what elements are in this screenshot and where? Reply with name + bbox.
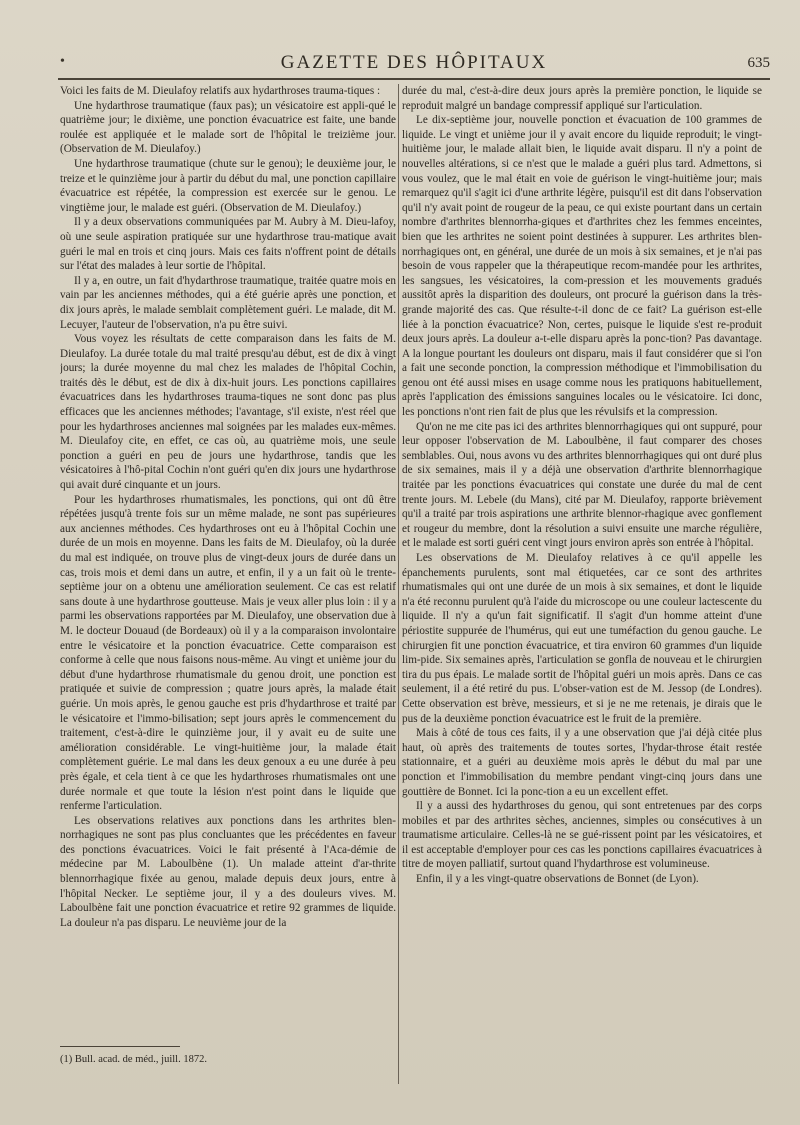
paragraph: Les observations de M. Dieulafoy relatives à ce qu'il appelle les épanchements purulents, sont mal étiquetées, car ce sont des arthrites rhumatismales qui ont une durée de un mois à six semaines, et dont le liquide n'a été reconnu purulent qu'à l'aide du microscope ou une couleur lactescente du liquide. Il n'y a qu'un fait significatif. Il s'agit d'un homme atteint d'une périostite suppurée de l'humérus, qui eut une tuméfaction du genou gauche. Le chirurgien fit une ponction évacuatrice, et tira environ 60 grammes d'un liquide lim-pide. Six semaines après, l'articulation se gonfla de nouveau et le chirurgien tira du pus épais. Le malade sortit de l'hôpital guéri un mois après. Dans ce cas seulement, il a été retiré du pus. L'obser-vation est de M. Jessop (de Londres). Cette observation est brève, messieurs, et si je ne me retenais, je dirais que le pus de la deuxième ponction évacuatrice est le fruit de la première. [402, 552, 762, 725]
right-column [402, 84, 762, 1084]
paragraph: Voici les faits de M. Dieulafoy relatifs aux hydarthroses trauma-tiques : [60, 85, 381, 97]
paragraph: Enfin, il y a les vingt-quatre observations de Bonnet (de Lyon). [416, 873, 699, 886]
paragraph: Il y a deux observations communiquées par M. Aubry à M. Dieu-lafoy, où une seule aspiration pratiquée sur une hydarthrose trau-matique avait guéri le mal en trois et cinq jours. Mais ces faits n'offrent point de détails sur l'état des malades à leur sortie de l'hôpital. [60, 216, 396, 273]
paragraph: Les observations relatives aux ponctions dans les arthrites blen-norrhagiques ne sont pas plus concluantes que les précédentes en faveur des ponctions évacuatrices. Voici le fait présenté à l'Aca-démie de médecine par M. Laboulbène (1). Un malade atteint d'ar-thrite blennorrhagique fixée au genou, malade depuis deux jours, entre à l'hôpital Necker. Le septième jour, il y a des douleurs vives. M. Laboulbène fait une ponction évacuatrice et retire 92 grammes de liquide. La douleur n'a pas disparu. Le neuvième jour de la [60, 814, 396, 929]
header-bullet: • [60, 54, 65, 69]
header-rule [58, 78, 770, 80]
page-header [58, 52, 770, 76]
paragraph: Le dix-septième jour, nouvelle ponction et évacuation de 100 grammes de liquide. Le vingt et unième jour il y avait encore du liquide reproduit; le vingt-huitième jour, le malade allait bien, le liquide avait disparu. Il n'y a point de nouvelles altérations, si ce n'est que le malade a guéri plus tard. Admettons, si vous voulez, que le mal était en voie de guérison le vingt-huitième jour; mais remarquez qu'il s'agit ici d'une arthrite légère, puisqu'il est dit dans l'observation qu'il n'y avait point de rougeur de la peau, ce qui existe pourtant dans un certain nombre d'arthrites blennorrha-giques et d'arthrites chez les femmes enceintes, bien que les arthrites ne soient point destinées à suppurer. Les arthrites blen-norrhagiques ont, en général, une durée de un mois à six semaines, et je n'ai pas besoin de vous rappeler que la thérapeutique recom-mandée pour les arthrites, les sangsues, les vésicatoires, la com-pression et les mouvements gradués aussitôt après la disparition des douleurs, ont procuré la guérison dans la très-grande majorité des cas. Que résulte-t-il donc de ce fait? La guérison est-elle liée à la ponction évacuatrice? Non, certes, puisque le liquide s'est re-produit deux jours après. La douleur a-t-elle disparu après la ponc-tion? Pas davantage. A la longue pourtant les douleurs ont disparu, mais il faut considérer que si l'on a fait une seconde ponction, la compression méthodique et l'immobilisation du genou ont été aussi mises en usage comme nous les pratiquons habituellement, après l'application des émissions sanguines locales ou le vésicatoire. Ici donc, les ponctions n'ont rien fait de plus que les révulsifs et la compression. [402, 114, 762, 419]
paragraph: Vous voyez les résultats de cette comparaison dans les faits de M. Dieulafoy. La durée totale du mal traité presqu'au début, est de dix à vingt jours; la durée moyenne du mal chez les malades de l'hôpital Cochin, traités dès le début, est de dix à dix-huit jours. Les ponctions capillaires évacuatrices dans les hydarthroses trauma-tiques ne sont donc pas plus efficaces que les anciennes méthodes; l'avantage, s'il existe, n'est réel que pour les hydarthroses anciennes mal soignées par les malades eux-mêmes. M. Dieulafoy cite, en effet, ce cas où, au quatrième mois, une seule ponction a guéri en peu de jours une hydarthrose, tandis que les vésicatoires à l'hô-pital Cochin n'ont guéri qu'en dix jours une hydarthrose qui avait duré cinquante et un jours. [60, 333, 396, 492]
column-divider [398, 84, 399, 1084]
paragraph: Une hydarthrose traumatique (faux pas); un vésicatoire est appli-qué le quatrième jour; le dixième, une ponction évacuatrice est faite, une bande roulée est appliquée et le malade sort de l'hôpital le treizième jour. (Observation de M. Dieulafoy.) [60, 99, 396, 156]
paragraph: Pour les hydarthroses rhumatismales, les ponctions, qui ont dû être répétées jusqu'à trente fois sur un même malade, ne sont pas supérieures aux anciennes méthodes. Ces hydarthroses ont eu à l'hôpital Cochin une durée de un mois en moyenne. Dans les faits de M. Dieulafoy, où la durée du mal est indiquée, on trouve plus de vingt-deux jours de durée dans un cas, trois mois et demi dans un autre, et enfin, il y a un fait où le trente-septième jour on a obtenu une amélioration seulement. Ce cas est relatif sans doute à une hydarthrose goutteuse. Mais je veux aller plus loin : il y a parmi les observations rapportées par M. Dieulafoy, une observation due à M. le docteur Douaud (de Bordeaux) où il y a la comparaison involontaire entre le vésicatoire et la ponction évacuatrice. Cette comparaison est conforme à celle que nous faisons nous-même. Au vingt et unième jour du début d'une hydarthrose rhumatismale du genou droit, une ponction est pratiquée et suivie de compression ; quatre jours après, la malade était guérie. Un mois après, le genou gauche est pris d'hydarthrose et traité par le vésicatoire et l'immo-bilisation; sept jours après le commencement du traitement, c'est-à-dire le quinzième jour, il y avait eu de suite une amélioration considérable. Le vingt-huitième jour, la malade était complètement guérie. Le mal dans les deux genoux a eu une durée à peu près égale, et cela tient à ce que les hydarthroses rhumatismales ont une durée normale et que toute la lésion n'est point dans le liquide que renferme l'articulation. [60, 493, 396, 813]
paragraph: durée du mal, c'est-à-dire deux jours après la première ponction, le liquide se reproduit malgré un bandage compressif appliqué sur l'articulation. [402, 85, 762, 112]
paragraph: Il y a aussi des hydarthroses du genou, qui sont entretenues par des corps mobiles et par des arthrites sèches, anciennes, simples ou consécutives à un traumatisme articulaire. Celles-là ne se gué-rissent point par les vésicatoires, et il est acceptable d'employer pour ces cas les ponctions capillaires évacuatrices à titre de moyen palliatif, surtout quand l'hydarthrose est volumineuse. [402, 800, 762, 871]
paragraph: Il y a, en outre, un fait d'hydarthrose traumatique, traitée quatre mois en vain par les anciennes méthodes, qui a été guérie après une ponction, et dix jours après, le malade semblait complètement guéri. Le malade, dit M. Lecuyer, l'auteur de l'observation, n'a pu être suivi. [60, 274, 396, 331]
paragraph: Une hydarthrose traumatique (chute sur le genou); le deuxième jour, le treize et le quinzième jour à partir du début du mal, une ponction capillaire évacuatrice est répétée, la compression est exercée sur le genou. Le vingtième jour, le malade est guéri. (Observation de M. Dieulafoy.) [60, 157, 396, 214]
journal-title: GAZETTE DES HÔPITAUX [280, 52, 548, 73]
paragraph: Mais à côté de tous ces faits, il y a une observation que j'ai déjà citée plus haut, où après des traitements de toutes sortes, l'hydar-throse était restée stationnaire, et a guéri au deuxième mois après le début du mal par une ponction et l'immobilisation du membre pendant vingt-cinq jours dans une gouttière de Bonnet. Ici la ponc-tion a eu un excellent effet. [402, 727, 762, 798]
footnote-rule [60, 1046, 180, 1047]
left-column [60, 84, 396, 1044]
footnote: (1) Bull. acad. de méd., juill. 1872. [60, 1054, 207, 1065]
paragraph: Qu'on ne me cite pas ici des arthrites blennorrhagiques qui ont suppuré, pour leur opposer l'observation de M. Laboulbène, il faut comparer des choses semblables. Oui, nous avons vu des arthrites blennorrhagiques qui ont duré plus de six semaines, mais il y a déjà une observation d'arthrite blennorrhagique traitée par les ponctions évacuatrices qui constate une durée du mal de cent trente jours. M. Lebele (du Mans), cité par M. Dieulafoy, rapporte brièvement qu'il a traité par trois aspirations une arthrite blennor-rhagique avec gonflement et rougeur du membre, dont la résolution a suivi ensuite une marche régulière, et le malade est sorti guéri cent vingt jours environ après son entrée à l'hôpital. [402, 420, 762, 550]
page-number: 635 [747, 55, 770, 71]
